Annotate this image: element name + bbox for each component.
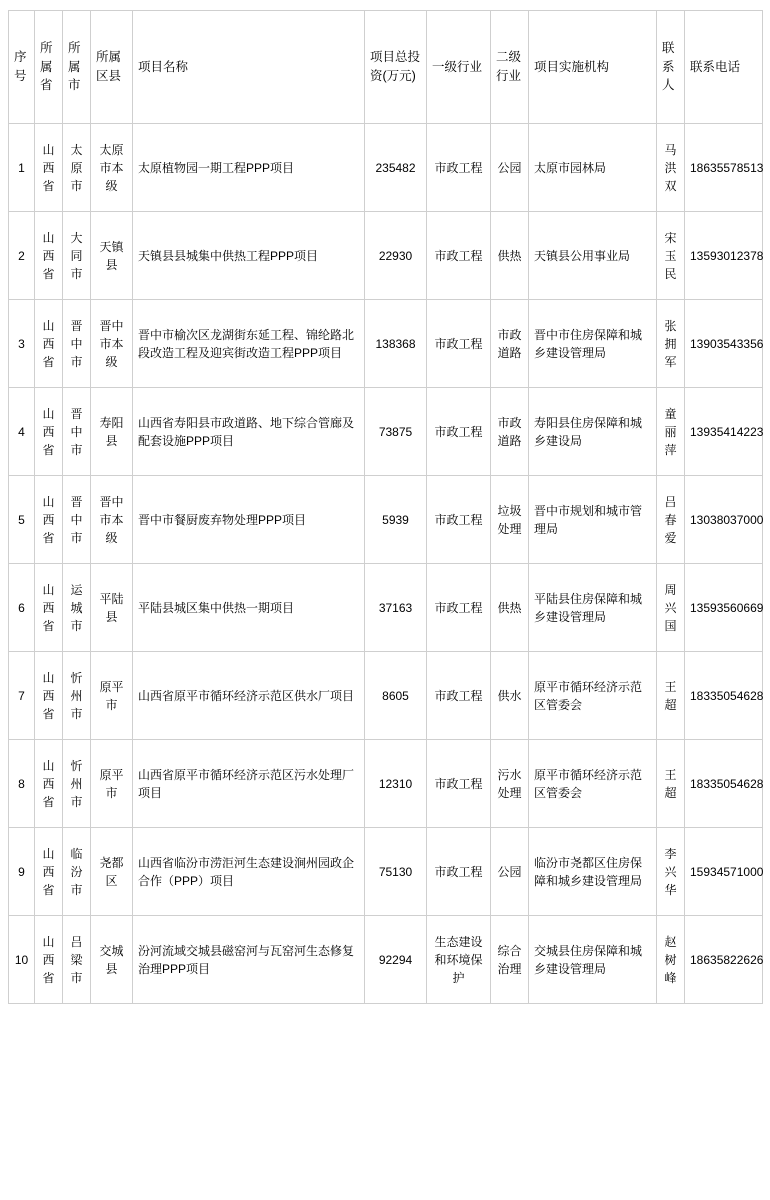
- table-row: [9, 388, 763, 476]
- column-header-contact-phone: 联系电话: [685, 11, 763, 124]
- cell-province: 山西省: [35, 476, 63, 564]
- cell-county: 晋中市本级: [91, 476, 133, 564]
- cell-contact-person: 宋玉民: [657, 212, 685, 300]
- cell-contact-phone: 13593012378: [685, 212, 763, 300]
- column-header-city: 所属市: [63, 11, 91, 124]
- cell-seq: 1: [9, 124, 35, 212]
- table-row: [9, 828, 763, 916]
- column-header-contact-person: 联系人: [657, 11, 685, 124]
- table-row: [9, 300, 763, 388]
- table-row: [9, 124, 763, 212]
- cell-industry-primary: 市政工程: [427, 828, 491, 916]
- cell-seq: 6: [9, 564, 35, 652]
- cell-industry-secondary: 供热: [491, 564, 529, 652]
- cell-seq: 5: [9, 476, 35, 564]
- cell-city: 大同市: [63, 212, 91, 300]
- cell-investment: 73875: [365, 388, 427, 476]
- table-row: [9, 476, 763, 564]
- cell-seq: 10: [9, 916, 35, 1004]
- cell-project-name: 太原植物园一期工程PPP项目: [133, 124, 365, 212]
- cell-project-name: 平陆县城区集中供热一期项目: [133, 564, 365, 652]
- cell-province: 山西省: [35, 124, 63, 212]
- table-row: [9, 652, 763, 740]
- cell-county: 交城县: [91, 916, 133, 1004]
- cell-contact-person: 赵树峰: [657, 916, 685, 1004]
- cell-investment: 8605: [365, 652, 427, 740]
- table-row: [9, 564, 763, 652]
- cell-implementing-org: 天镇县公用事业局: [529, 212, 657, 300]
- cell-industry-secondary: 公园: [491, 828, 529, 916]
- cell-industry-secondary: 供热: [491, 212, 529, 300]
- cell-implementing-org: 平陆县住房保障和城乡建设管理局: [529, 564, 657, 652]
- cell-implementing-org: 晋中市规划和城市管理局: [529, 476, 657, 564]
- ppp-project-table: [8, 10, 763, 1004]
- cell-city: 忻州市: [63, 740, 91, 828]
- cell-industry-primary: 市政工程: [427, 564, 491, 652]
- cell-project-name: 汾河流域交城县磁窑河与瓦窑河生态修复治理PPP项目: [133, 916, 365, 1004]
- cell-contact-person: 马洪双: [657, 124, 685, 212]
- cell-contact-person: 李兴华: [657, 828, 685, 916]
- cell-seq: 4: [9, 388, 35, 476]
- cell-seq: 9: [9, 828, 35, 916]
- cell-industry-secondary: 供水: [491, 652, 529, 740]
- cell-contact-person: 王超: [657, 652, 685, 740]
- cell-investment: 75130: [365, 828, 427, 916]
- cell-investment: 138368: [365, 300, 427, 388]
- cell-county: 天镇县: [91, 212, 133, 300]
- cell-contact-phone: 13593560669: [685, 564, 763, 652]
- cell-contact-person: 王超: [657, 740, 685, 828]
- cell-contact-phone: 18635578513: [685, 124, 763, 212]
- table-header-row: [9, 11, 763, 124]
- cell-contact-phone: 13935414223: [685, 388, 763, 476]
- cell-investment: 235482: [365, 124, 427, 212]
- cell-city: 晋中市: [63, 388, 91, 476]
- cell-county: 原平市: [91, 740, 133, 828]
- cell-industry-secondary: 公园: [491, 124, 529, 212]
- cell-industry-primary: 市政工程: [427, 300, 491, 388]
- cell-seq: 2: [9, 212, 35, 300]
- cell-province: 山西省: [35, 388, 63, 476]
- table-row: [9, 740, 763, 828]
- cell-industry-secondary: 垃圾处理: [491, 476, 529, 564]
- cell-investment: 5939: [365, 476, 427, 564]
- cell-implementing-org: 交城县住房保障和城乡建设管理局: [529, 916, 657, 1004]
- cell-county: 尧都区: [91, 828, 133, 916]
- cell-city: 运城市: [63, 564, 91, 652]
- cell-contact-phone: 15934571000: [685, 828, 763, 916]
- column-header-implementing-org: 项目实施机构: [529, 11, 657, 124]
- column-header-project-name: 项目名称: [133, 11, 365, 124]
- cell-industry-secondary: 市政道路: [491, 300, 529, 388]
- cell-project-name: 山西省原平市循环经济示范区供水厂项目: [133, 652, 365, 740]
- cell-project-name: 山西省寿阳县市政道路、地下综合管廊及配套设施PPP项目: [133, 388, 365, 476]
- cell-contact-person: 童丽萍: [657, 388, 685, 476]
- cell-implementing-org: 原平市循环经济示范区管委会: [529, 740, 657, 828]
- table-body: [9, 124, 763, 1004]
- cell-industry-primary: 市政工程: [427, 476, 491, 564]
- cell-industry-primary: 市政工程: [427, 740, 491, 828]
- cell-city: 忻州市: [63, 652, 91, 740]
- cell-investment: 22930: [365, 212, 427, 300]
- cell-province: 山西省: [35, 300, 63, 388]
- cell-implementing-org: 晋中市住房保障和城乡建设管理局: [529, 300, 657, 388]
- column-header-seq: 序号: [9, 11, 35, 124]
- cell-county: 平陆县: [91, 564, 133, 652]
- cell-industry-primary: 市政工程: [427, 124, 491, 212]
- cell-province: 山西省: [35, 828, 63, 916]
- cell-province: 山西省: [35, 916, 63, 1004]
- cell-project-name: 晋中市餐厨废弃物处理PPP项目: [133, 476, 365, 564]
- table-row: [9, 916, 763, 1004]
- cell-industry-primary: 生态建设和环境保护: [427, 916, 491, 1004]
- column-header-industry-secondary: 二级行业: [491, 11, 529, 124]
- cell-project-name: 山西省原平市循环经济示范区污水处理厂项目: [133, 740, 365, 828]
- cell-industry-secondary: 综合治理: [491, 916, 529, 1004]
- cell-contact-phone: 18335054628: [685, 652, 763, 740]
- cell-industry-secondary: 污水处理: [491, 740, 529, 828]
- cell-industry-secondary: 市政道路: [491, 388, 529, 476]
- cell-project-name: 晋中市榆次区龙湖街东延工程、锦纶路北段改造工程及迎宾街改造工程PPP项目: [133, 300, 365, 388]
- cell-contact-person: 张拥军: [657, 300, 685, 388]
- cell-county: 寿阳县: [91, 388, 133, 476]
- cell-seq: 3: [9, 300, 35, 388]
- cell-contact-person: 周兴国: [657, 564, 685, 652]
- table-row: [9, 212, 763, 300]
- cell-city: 太原市: [63, 124, 91, 212]
- cell-county: 原平市: [91, 652, 133, 740]
- cell-investment: 92294: [365, 916, 427, 1004]
- column-header-investment: 项目总投资(万元): [365, 11, 427, 124]
- cell-province: 山西省: [35, 652, 63, 740]
- cell-implementing-org: 寿阳县住房保障和城乡建设局: [529, 388, 657, 476]
- cell-county: 晋中市本级: [91, 300, 133, 388]
- cell-industry-primary: 市政工程: [427, 212, 491, 300]
- table-header: [9, 11, 763, 124]
- cell-investment: 12310: [365, 740, 427, 828]
- cell-contact-phone: 18635822626: [685, 916, 763, 1004]
- cell-contact-phone: 13038037000: [685, 476, 763, 564]
- cell-province: 山西省: [35, 212, 63, 300]
- cell-city: 临汾市: [63, 828, 91, 916]
- cell-investment: 37163: [365, 564, 427, 652]
- cell-city: 晋中市: [63, 300, 91, 388]
- cell-city: 晋中市: [63, 476, 91, 564]
- cell-contact-phone: 18335054628: [685, 740, 763, 828]
- cell-project-name: 天镇县县城集中供热工程PPP项目: [133, 212, 365, 300]
- cell-industry-primary: 市政工程: [427, 652, 491, 740]
- column-header-county: 所属区县: [91, 11, 133, 124]
- cell-industry-primary: 市政工程: [427, 388, 491, 476]
- column-header-province: 所属省: [35, 11, 63, 124]
- cell-province: 山西省: [35, 740, 63, 828]
- cell-seq: 8: [9, 740, 35, 828]
- cell-seq: 7: [9, 652, 35, 740]
- cell-project-name: 山西省临汾市涝洰河生态建设涧州园政企合作（PPP）项目: [133, 828, 365, 916]
- cell-city: 吕梁市: [63, 916, 91, 1004]
- cell-implementing-org: 临汾市尧都区住房保障和城乡建设管理局: [529, 828, 657, 916]
- cell-province: 山西省: [35, 564, 63, 652]
- cell-county: 太原市本级: [91, 124, 133, 212]
- cell-contact-person: 吕春爱: [657, 476, 685, 564]
- cell-implementing-org: 太原市园林局: [529, 124, 657, 212]
- cell-contact-phone: 13903543356: [685, 300, 763, 388]
- cell-implementing-org: 原平市循环经济示范区管委会: [529, 652, 657, 740]
- column-header-industry-primary: 一级行业: [427, 11, 491, 124]
